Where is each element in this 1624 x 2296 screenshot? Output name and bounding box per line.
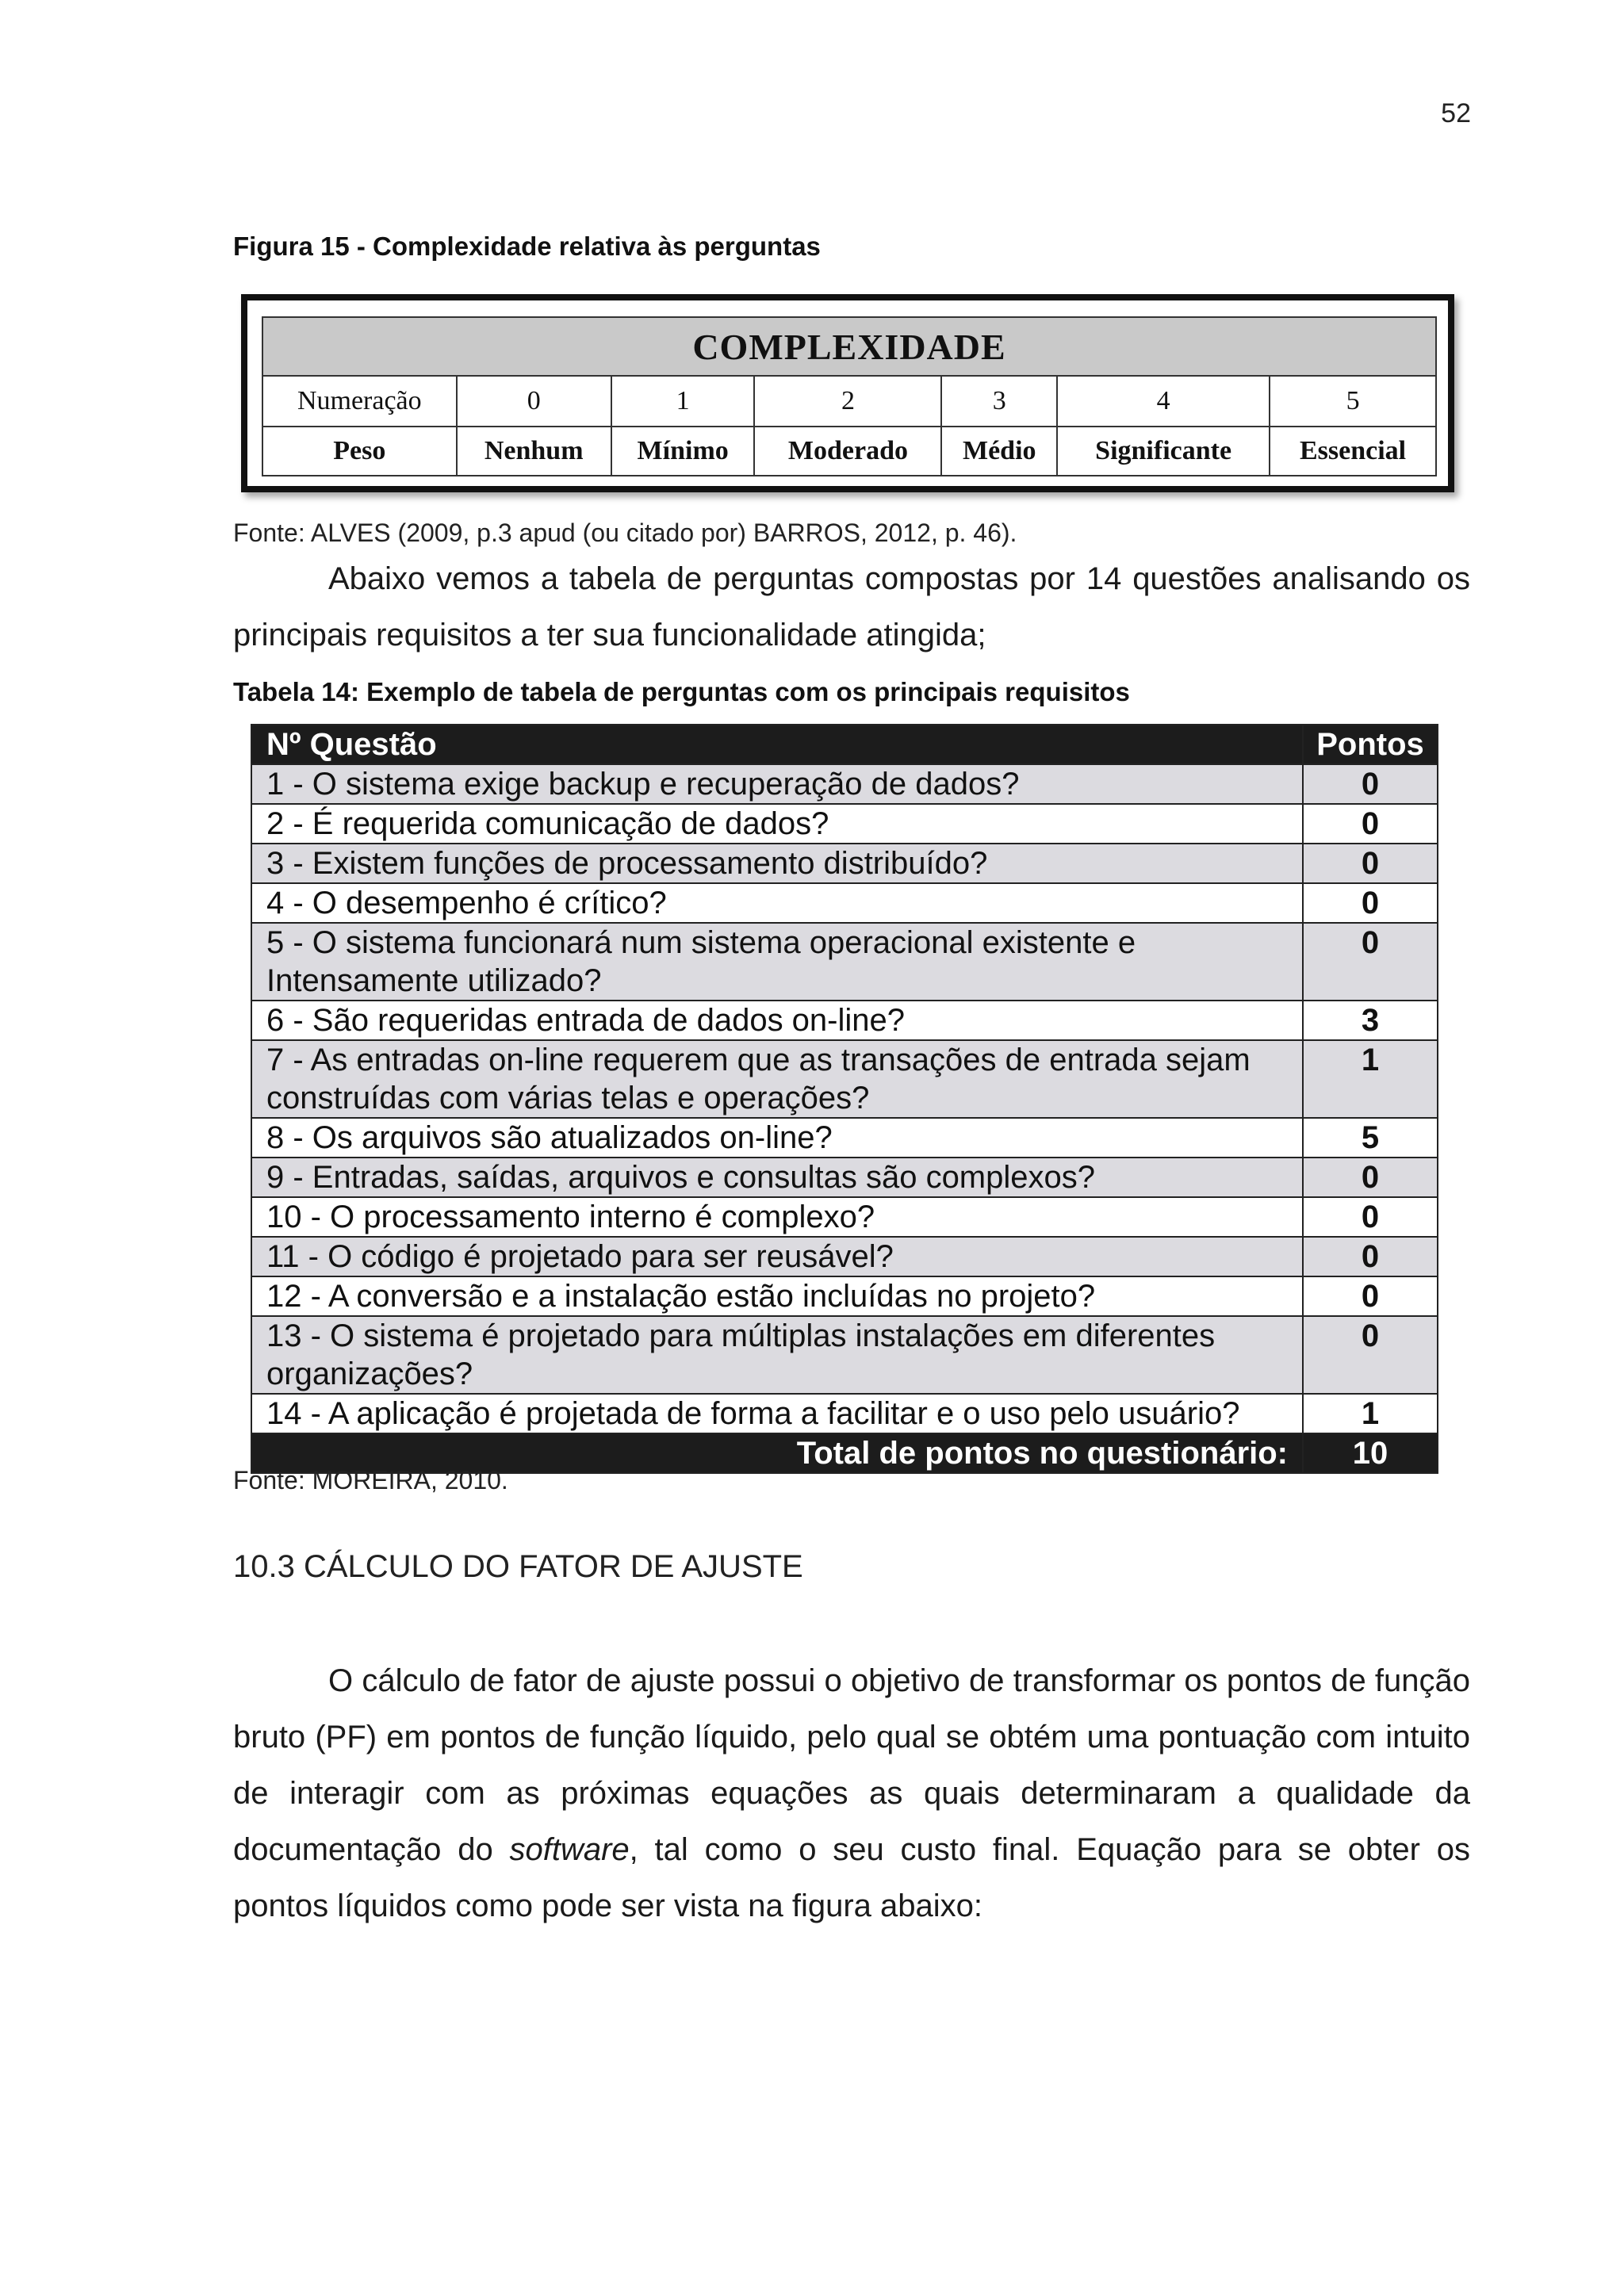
table-row xyxy=(251,883,1438,923)
question-cell: 11 - O código é projetado para ser reusável? xyxy=(251,1237,1303,1276)
points-cell: 0 xyxy=(1303,1316,1438,1394)
question-cell: 4 - O desempenho é crítico? xyxy=(251,883,1303,923)
question-cell: 14 - A aplicação é projetada de forma a facilitar e o uso pelo usuário? xyxy=(251,1394,1303,1433)
table-row xyxy=(251,1197,1438,1237)
question-cell: 8 - Os arquivos são atualizados on-line? xyxy=(251,1118,1303,1158)
question-cell: 3 - Existem funções de processamento distribuído? xyxy=(251,844,1303,883)
points-cell: 3 xyxy=(1303,1001,1438,1040)
peso-value: Mínimo xyxy=(611,427,755,476)
table-row xyxy=(251,1394,1438,1433)
peso-value: Significante xyxy=(1057,427,1270,476)
points-cell: 0 xyxy=(1303,804,1438,844)
page-number: 52 xyxy=(1441,98,1471,128)
complexity-table xyxy=(262,316,1437,476)
question-cell: 6 - São requeridas entrada de dados on-line? xyxy=(251,1001,1303,1040)
table-row xyxy=(251,764,1438,804)
table-row xyxy=(251,1276,1438,1316)
table-row xyxy=(251,1237,1438,1276)
peso-label: Peso xyxy=(262,427,457,476)
points-cell: 1 xyxy=(1303,1040,1438,1118)
total-label: Total de pontos no questionário: xyxy=(251,1433,1303,1473)
header-question: Nº Questão xyxy=(251,725,1303,764)
points-cell: 0 xyxy=(1303,883,1438,923)
points-cell: 5 xyxy=(1303,1118,1438,1158)
section-title: 10.3 CÁLCULO DO FATOR DE AJUSTE xyxy=(233,1549,803,1584)
body-text-part1: O cálculo de fator de ajuste possui o objetivo de transformar os pontos de função bruto (PF) em pontos de função líquido, pelo qual se obtém uma pontuação com intuito de interagir com as próximas equações as quais determinaram a qualidade da documentação do xyxy=(233,1663,1470,1867)
numeracao-label: Numeração xyxy=(262,376,457,427)
question-cell: 5 - O sistema funcionará num sistema operacional existente e Intensamente utilizado? xyxy=(251,923,1303,1001)
total-value: 10 xyxy=(1303,1433,1438,1473)
points-cell: 0 xyxy=(1303,1158,1438,1197)
body-paragraph xyxy=(233,1653,1470,1934)
intro-paragraph xyxy=(233,551,1470,664)
question-cell: 12 - A conversão e a instalação estão incluídas no projeto? xyxy=(251,1276,1303,1316)
peso-value: Essencial xyxy=(1270,427,1436,476)
body-text-italic: software xyxy=(509,1832,630,1867)
table-row xyxy=(251,1316,1438,1394)
intro-text: Abaixo vemos a tabela de perguntas compostas por 14 questões analisando os principais requisitos a ter sua funcionalidade atingida; xyxy=(233,561,1470,652)
points-cell: 0 xyxy=(1303,1237,1438,1276)
table-row xyxy=(251,1118,1438,1158)
numeracao-value: 0 xyxy=(457,376,611,427)
peso-value: Nenhum xyxy=(457,427,611,476)
questions-table xyxy=(251,724,1438,1474)
table-row xyxy=(251,844,1438,883)
numeracao-value: 5 xyxy=(1270,376,1436,427)
question-cell: 1 - O sistema exige backup e recuperação de dados? xyxy=(251,764,1303,804)
table-row xyxy=(251,804,1438,844)
points-cell: 0 xyxy=(1303,764,1438,804)
numeracao-row xyxy=(262,376,1436,427)
numeracao-value: 1 xyxy=(611,376,755,427)
peso-value: Moderado xyxy=(754,427,941,476)
table-row xyxy=(251,1001,1438,1040)
points-cell: 0 xyxy=(1303,1276,1438,1316)
question-cell: 2 - É requerida comunicação de dados? xyxy=(251,804,1303,844)
points-cell: 0 xyxy=(1303,1197,1438,1237)
points-cell: 1 xyxy=(1303,1394,1438,1433)
numeracao-value: 4 xyxy=(1057,376,1270,427)
table-source: Fonte: MOREIRA, 2010. xyxy=(233,1466,508,1494)
figure-source: Fonte: ALVES (2009, p.3 apud (ou citado por) BARROS, 2012, p. 46). xyxy=(233,519,1017,547)
question-cell: 13 - O sistema é projetado para múltiplas instalações em diferentes organizações? xyxy=(251,1316,1303,1394)
peso-row xyxy=(262,427,1436,476)
points-cell: 0 xyxy=(1303,923,1438,1001)
table-row xyxy=(251,923,1438,1001)
table-header-row xyxy=(251,725,1438,764)
numeracao-value: 2 xyxy=(754,376,941,427)
question-cell: 9 - Entradas, saídas, arquivos e consultas são complexos? xyxy=(251,1158,1303,1197)
figure-caption: Figura 15 - Complexidade relativa às perguntas xyxy=(233,232,821,261)
question-cell: 7 - As entradas on-line requerem que as transações de entrada sejam construídas com várias telas e operações? xyxy=(251,1040,1303,1118)
question-cell: 10 - O processamento interno é complexo? xyxy=(251,1197,1303,1237)
header-points: Pontos xyxy=(1303,725,1438,764)
points-cell: 0 xyxy=(1303,844,1438,883)
peso-value: Médio xyxy=(941,427,1057,476)
table-row xyxy=(251,1040,1438,1118)
complexity-figure xyxy=(241,294,1454,492)
table-row xyxy=(251,1158,1438,1197)
numeracao-value: 3 xyxy=(941,376,1057,427)
body-text-part2: , tal como o seu custo final. Equação para se obter os pontos líquidos como pode ser vista na figura abaixo: xyxy=(233,1832,1470,1923)
table-caption: Tabela 14: Exemplo de tabela de perguntas com os principais requisitos xyxy=(233,677,1130,706)
complexity-title: COMPLEXIDADE xyxy=(262,317,1436,376)
